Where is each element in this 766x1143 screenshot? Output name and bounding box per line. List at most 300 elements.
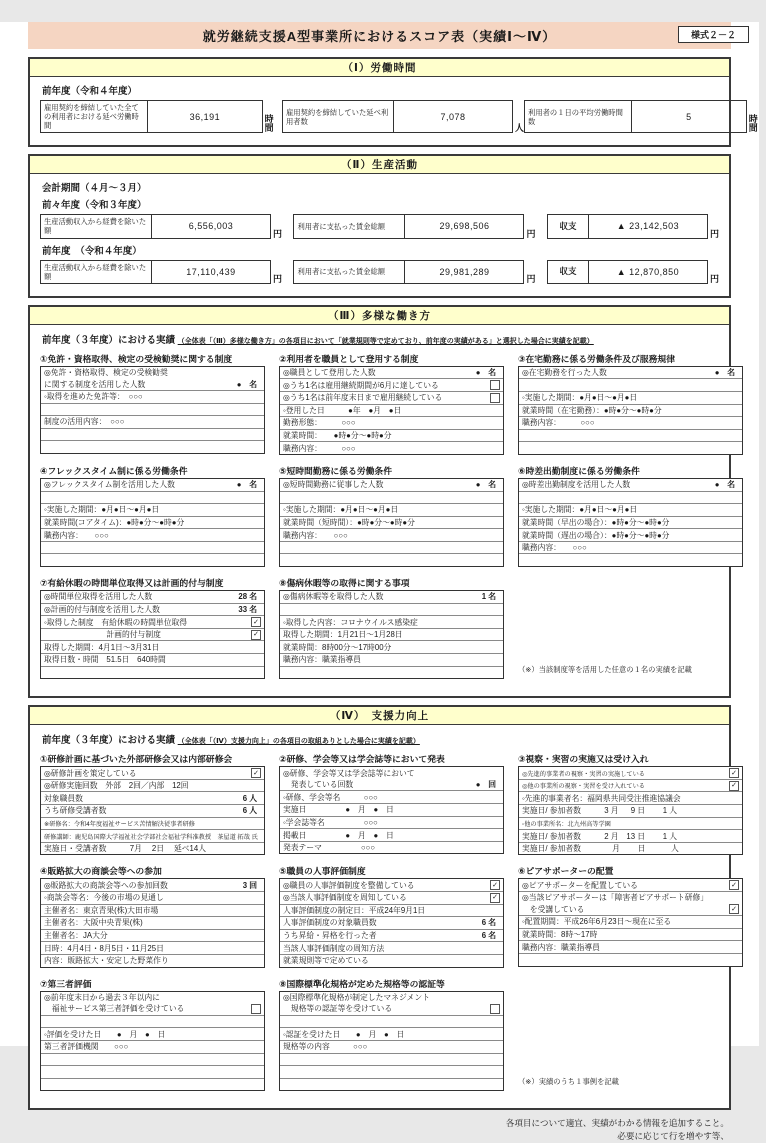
form-box-table <box>518 878 743 966</box>
checkbox[interactable]: ✓ <box>251 768 261 778</box>
field-unit: 円 <box>709 273 719 284</box>
row-text: 実施日・受講者数 7月 2日 延べ14人 <box>44 844 207 854</box>
field-value[interactable]: ▲ 23,142,503 <box>589 214 708 238</box>
form-row <box>41 415 264 428</box>
field-value[interactable]: 7,078 <box>394 100 513 133</box>
form-box-title: ⑦有給休暇の時間単位取得又は計画的付与制度 <box>40 578 224 589</box>
form-row <box>41 1078 264 1091</box>
form-row <box>41 1053 264 1066</box>
form-row <box>280 491 503 504</box>
checkbox[interactable] <box>490 380 500 390</box>
row-value[interactable]: ● 名 <box>475 368 496 378</box>
field-label: 雇用契約を締結していた延べ利用者数 <box>282 100 394 133</box>
field-label: 利用者に支払った賃金総額 <box>293 260 405 284</box>
form-row <box>519 416 742 429</box>
row-text: ◦先進的事業者名：福岡県共同受注推進協議会 <box>522 793 681 803</box>
row-value[interactable]: 28 名 <box>238 592 257 602</box>
section4-intro <box>42 732 719 746</box>
form-row <box>280 553 503 566</box>
section2-period-label: 会計期間（４月～３月） <box>42 183 147 195</box>
row-text: 就業時間：8時～17時 <box>522 930 598 940</box>
row-text: 第三者評価機関 ○○○ <box>44 1042 129 1052</box>
field-value[interactable]: 5 <box>632 100 747 133</box>
row-text: ◎当該ピアサポーターは「障害者ピアサポート研修」 <box>522 893 709 903</box>
form-row <box>280 779 503 791</box>
form-box-table <box>518 766 743 855</box>
row-text: 規格等の認証等を受けている <box>283 1004 393 1014</box>
row-text: 職務内容： ○○○ <box>44 530 109 540</box>
form-row <box>41 1040 264 1053</box>
field-label: 利用者に支払った賃金総額 <box>293 214 405 238</box>
row-text: ◦認証を受けた日 ● 月 ● 日 <box>283 1029 405 1039</box>
form-row <box>519 503 742 516</box>
row-text: 掲載日 ● 月 ● 日 <box>283 830 394 840</box>
form-row <box>519 953 742 966</box>
form-row <box>41 603 264 616</box>
row-text <box>522 431 739 440</box>
form-row <box>41 428 264 441</box>
form-row <box>41 779 264 792</box>
row-text: ◎ピアサポーターを配置している <box>522 880 638 890</box>
form-row <box>41 666 264 679</box>
checkbox[interactable] <box>251 1004 261 1014</box>
form-row <box>519 553 742 566</box>
field-group <box>524 100 766 133</box>
row-text <box>522 493 739 502</box>
form-row <box>280 429 503 442</box>
form-row <box>280 653 503 666</box>
row-text: ◎他の事業所の視察・実習を受け入れている <box>522 783 645 791</box>
form-box-table <box>279 590 504 679</box>
form-box <box>40 752 265 855</box>
field-label: 生産活動収入から経費を除いた額 <box>40 214 152 238</box>
checkbox[interactable]: ✓ <box>729 768 739 778</box>
section4-box-row-3 <box>40 977 719 1092</box>
checkbox[interactable]: ✓ <box>490 893 500 903</box>
checkbox[interactable]: ✓ <box>729 904 739 914</box>
field-unit: 円 <box>273 228 283 239</box>
field-unit: 円 <box>273 273 283 284</box>
row-text: ◎フレックスタイム制を活用した人数 <box>44 480 175 490</box>
row-text: 発表テーマ ○○○ <box>283 843 376 853</box>
form-row <box>280 790 503 803</box>
checkbox[interactable] <box>490 1004 500 1014</box>
form-row <box>280 1027 503 1040</box>
row-value[interactable]: 6 名 <box>481 931 496 941</box>
form-box-title: ⑤職員の人事評価制度 <box>279 866 366 877</box>
form-row <box>41 879 264 891</box>
form-row <box>519 367 742 379</box>
form-code-badge: 様式２－２ <box>678 26 749 43</box>
form-row <box>41 1027 264 1040</box>
row-text <box>44 556 261 565</box>
row-text: 取得した期間：4月1日～3月31日 <box>44 642 160 652</box>
form-row <box>41 516 264 529</box>
row-text: うち研修受講者数 <box>44 806 107 816</box>
section4-intro-note: （全体表「（Ⅳ）支援力向上」の各項目の取組ありとした場合に実績を記載） <box>177 738 420 746</box>
form-box <box>518 464 743 567</box>
row-text <box>44 668 261 677</box>
form-row <box>519 516 742 529</box>
section4-note: （※）実績のうち１事例を記載 <box>518 1077 619 1087</box>
section2-year2-label: 前年度 （令和４年度） <box>42 245 142 257</box>
row-text: うち昇給・昇格を行った者 <box>283 931 377 941</box>
row-text: ◎研修、学会等又は学会誌等において <box>283 768 415 778</box>
section4-header: （Ⅳ） 支援力向上 <box>30 707 729 725</box>
row-text: 職務内容： ○○○ <box>522 418 595 428</box>
form-box <box>40 977 265 1092</box>
form-row <box>41 541 264 554</box>
row-text: ◦他の事業所名：北九州高等学園 <box>522 820 611 828</box>
section1-year-label: 前年度（令和４年度） <box>42 86 138 97</box>
field-value[interactable]: 36,191 <box>148 100 263 133</box>
form-box-table <box>279 991 504 1092</box>
form-row <box>41 992 264 1004</box>
row-text: ◦取得した内容：コロナウイルス感染症 <box>283 617 418 627</box>
row-text: ◎職員として登用した人数 <box>283 368 376 378</box>
form-row <box>280 767 503 779</box>
row-value[interactable]: ● 名 <box>236 480 257 490</box>
row-text: ◦配置期間：平成26年6月23日～現在に至る <box>522 917 672 927</box>
row-text: 人事評価制度の制定日：平成24年9月1日 <box>283 905 426 915</box>
row-text: ◎時差出勤制度を活用した人数 <box>522 480 631 490</box>
form-box-title: ⑧国際標準化規格が定めた規格等の認証等 <box>279 978 445 989</box>
field-group <box>293 214 535 238</box>
form-row <box>519 479 742 491</box>
form-row <box>280 378 503 391</box>
form-row <box>280 479 503 491</box>
section3-header: （Ⅲ）多様な働き方 <box>30 307 729 325</box>
form-box-title: ②利用者を職員として登用する制度 <box>279 353 419 364</box>
section-diverse-work-styles <box>28 305 735 698</box>
form-box-table <box>279 366 504 455</box>
form-row <box>41 479 264 491</box>
row-text <box>283 1080 500 1089</box>
form-row <box>519 441 742 454</box>
form-row <box>280 541 503 554</box>
row-text: ◎国際標準化規格が制定したマネジメント <box>283 992 430 1002</box>
row-text <box>283 668 500 677</box>
form-row <box>41 954 264 967</box>
checkbox[interactable] <box>490 393 500 403</box>
form-row <box>41 842 264 855</box>
form-row <box>41 403 264 416</box>
form-row <box>280 640 503 653</box>
row-text: 制度の活用内容： ○○○ <box>44 417 125 427</box>
row-text <box>44 430 261 439</box>
form-box-title: ⑥ピアサポーターの配置 <box>518 866 614 877</box>
form-row <box>280 528 503 541</box>
row-value[interactable]: ● 名 <box>475 480 496 490</box>
section3-intro-text: 前年度（３年度）における実績 <box>42 334 176 346</box>
row-text: ◦評価を受けた日 ● 月 ● 日 <box>44 1029 166 1039</box>
row-text <box>522 556 739 565</box>
field-unit: 時間 <box>748 114 758 134</box>
row-text <box>283 493 500 502</box>
form-row <box>41 367 264 379</box>
row-text: ◦取得を進めた免許等： ○○○ <box>44 392 143 402</box>
row-text: 規格等の内容 ○○○ <box>283 1042 368 1052</box>
section2-fields-row-1 <box>40 214 719 238</box>
section3-box-row-2 <box>40 464 735 567</box>
row-text <box>283 543 500 552</box>
form-box <box>518 752 743 855</box>
row-value[interactable]: 6 人 <box>242 793 257 803</box>
form-row <box>519 804 742 817</box>
row-value[interactable]: 1 名 <box>481 592 496 602</box>
row-text: 実施日 ● 月 ● 日 <box>283 805 394 815</box>
form-row <box>41 553 264 566</box>
row-text: 職務内容： ○○○ <box>283 530 348 540</box>
field-value[interactable]: 17,110,439 <box>152 260 271 284</box>
row-value[interactable]: ● 名 <box>236 379 257 389</box>
form-row <box>280 591 503 603</box>
row-text: 発表している回数 <box>283 780 354 790</box>
field-value[interactable]: ▲ 12,870,850 <box>589 260 708 284</box>
form-box-title: ⑥時差出勤制度に係る労働条件 <box>518 465 640 476</box>
form-box <box>40 864 265 967</box>
row-text: 就業時間（在宅勤務）：●時●分～●時●分 <box>522 405 662 415</box>
section1-header: （Ⅰ）労働時間 <box>30 59 729 77</box>
row-text: ◎傷病休暇等を取得した人数 <box>283 592 384 602</box>
form-row <box>519 391 742 404</box>
row-text <box>44 1067 261 1076</box>
checkbox[interactable]: ✓ <box>729 880 739 890</box>
row-text: 研修講師：鹿児島国際大学福祉社会学部社会福祉学科准教授 茶屋道 拓哉 氏 <box>44 833 258 841</box>
field-label: 収支 <box>547 260 589 284</box>
field-value[interactable]: 6,556,003 <box>152 214 271 238</box>
form-box-table <box>40 991 265 1092</box>
row-text <box>44 405 261 414</box>
footer-instructions <box>0 1117 729 1143</box>
form-row <box>280 916 503 929</box>
form-row <box>41 916 264 929</box>
form-row <box>41 640 264 653</box>
row-value[interactable]: 3 回 <box>242 880 257 890</box>
row-text: 職務内容： ○○○ <box>522 543 587 553</box>
section2-year1-label: 前々年度（令和３年度） <box>42 200 147 212</box>
row-text <box>283 556 500 565</box>
row-text: ※研修名：令和4年度福祉サービス苦情解決従事者研修 <box>44 820 195 828</box>
form-row <box>41 440 264 453</box>
section-support-improvement <box>28 705 737 1110</box>
page-title: 就労継続支援А型事業所におけるスコア表（実績Ⅰ～Ⅳ） <box>28 22 731 49</box>
form-row <box>41 1003 264 1015</box>
form-row <box>280 603 503 616</box>
row-text: ◎うち1名は雇用継続期間が6月に達している <box>283 380 439 390</box>
form-row <box>280 954 503 967</box>
form-row <box>41 817 264 830</box>
field-unit: 時間 <box>264 114 274 134</box>
form-box-title: ④販路拡大の商談会等への参加 <box>40 866 162 877</box>
row-text <box>44 1017 261 1026</box>
form-row <box>280 1015 503 1028</box>
row-text: ◎当該人事評価制度を周知している <box>283 893 407 903</box>
section3-box-row-1 <box>40 352 735 455</box>
row-text: ◎うち1名は前年度末日まで雇用継続している <box>283 393 443 403</box>
section4-box-row-1 <box>40 752 737 855</box>
section2-header: （Ⅱ）生産活動 <box>30 156 729 174</box>
form-row <box>280 516 503 529</box>
form-box <box>279 977 504 1092</box>
row-text: 就業規則等で定めている <box>283 956 369 966</box>
footer-line-1: 各項目について適宜、実績がわかる情報を追加すること。 <box>505 1118 729 1129</box>
form-box <box>279 864 504 967</box>
form-row <box>519 829 742 842</box>
row-text <box>44 493 261 502</box>
row-text <box>283 1055 500 1064</box>
row-text: 内容：販路拡大・安定した野菜作り <box>44 956 169 966</box>
field-group <box>282 100 524 133</box>
row-text: ◎計画的付与制度を活用した人数 <box>44 604 160 614</box>
form-row <box>280 628 503 641</box>
form-row <box>280 841 503 854</box>
field-label: 生産活動収入から経費を除いた額 <box>40 260 152 284</box>
form-box-table <box>279 478 504 567</box>
form-row <box>280 992 503 1004</box>
row-value[interactable]: ● 名 <box>714 368 735 378</box>
form-row <box>41 904 264 917</box>
row-text: 職務内容： ○○○ <box>283 443 356 453</box>
form-row <box>41 591 264 603</box>
section3-intro-note: （全体表「（Ⅲ）多様な働き方」の各項目において「就業規則等で定めており、前年度の実績がある」と選択した場合に実績を記載） <box>177 337 594 345</box>
form-box-title: ④フレックスタイム制に係る労働条件 <box>40 465 188 476</box>
form-row <box>41 767 264 779</box>
section3-note-col <box>518 665 719 679</box>
form-row <box>41 390 264 403</box>
form-box <box>279 752 504 854</box>
field-group <box>547 260 719 284</box>
row-value[interactable]: 33 名 <box>238 604 257 614</box>
field-group <box>40 214 282 238</box>
row-text <box>522 955 739 964</box>
form-row <box>41 891 264 904</box>
row-value[interactable]: 6 名 <box>481 918 496 928</box>
row-text: を受講している <box>522 904 585 914</box>
row-text: 実施日/ 参加者数 月 日 人 <box>522 844 679 854</box>
section1-fields-row <box>40 100 758 134</box>
row-text: ◎販路拡大の商談会等への参加回数 <box>44 880 168 890</box>
row-text: 取得した期間：1月21日～1月28日 <box>283 630 403 640</box>
checkbox[interactable]: ✓ <box>251 617 261 627</box>
form-row <box>519 928 742 941</box>
form-box-table <box>40 366 265 454</box>
field-value[interactable]: 29,981,289 <box>405 260 524 284</box>
row-text: 実施日/ 参加者数 2 月 13 日 1 人 <box>522 831 678 841</box>
row-text: ◦取得した制度 有給休暇の時間単位取得 <box>44 617 188 627</box>
score-sheet-page <box>0 22 759 1142</box>
form-row <box>41 804 264 817</box>
row-text: ◎研修計画を策定している <box>44 768 137 778</box>
form-row <box>519 940 742 953</box>
row-text: 職務内容：職業指導員 <box>283 655 361 665</box>
row-text: 当該人事評価制度の周知方法 <box>283 943 385 953</box>
form-row <box>519 528 742 541</box>
section4-box-row-2 <box>40 864 737 967</box>
row-text: 主催者名：東京青果(株)大田市場 <box>44 905 159 915</box>
checkbox[interactable]: ✓ <box>490 880 500 890</box>
row-value[interactable]: ● 名 <box>714 480 735 490</box>
form-box-table <box>518 366 743 455</box>
row-text <box>522 444 739 453</box>
form-row <box>41 378 264 390</box>
form-row <box>519 904 742 916</box>
row-text: ◦商談会等名：今後の市場の見通し <box>44 893 164 903</box>
row-text: ◦学会誌等名 ○○○ <box>283 817 378 827</box>
row-text: 就業時間(コアタイム)：●時●分～●時●分 <box>44 518 185 527</box>
field-group <box>293 260 535 284</box>
form-row <box>280 404 503 417</box>
row-text <box>44 1080 261 1089</box>
row-text: ◦実施した期間：●月●日～●月●日 <box>522 393 638 403</box>
row-text: ◎研修実施回数 外部 2回／内部 12回 <box>44 781 189 791</box>
row-value[interactable]: ● 回 <box>475 780 496 790</box>
row-text: 就業時間：8時00分～17時00分 <box>283 642 392 652</box>
form-row <box>280 816 503 829</box>
field-label: 雇用契約を締結していた全ての利用者における延べ労働時間 <box>40 100 148 133</box>
checkbox[interactable]: ✓ <box>729 781 739 791</box>
form-box-table <box>518 478 743 567</box>
row-text: ◎前年度末日から過去３年以内に <box>44 992 160 1002</box>
form-box <box>40 464 265 567</box>
form-box-title: ⑧傷病休暇等の取得に関する事項 <box>279 578 410 589</box>
section-labor-hours <box>28 57 758 147</box>
row-text: ◎在宅勤務を行った人数 <box>522 368 607 378</box>
row-text <box>283 1017 500 1026</box>
field-group <box>547 214 719 238</box>
form-box-title: ⑤短時間勤務に係る労働条件 <box>279 465 393 476</box>
row-value[interactable]: 6 人 <box>242 806 257 816</box>
form-row <box>280 615 503 628</box>
form-row <box>280 367 503 379</box>
form-row <box>41 615 264 628</box>
row-text <box>283 1067 500 1076</box>
form-row <box>280 666 503 679</box>
field-unit: 円 <box>709 228 719 239</box>
checkbox[interactable]: ✓ <box>251 630 261 640</box>
row-text: ◎先進的事業者の視察・実習の実施している <box>522 770 645 778</box>
form-row <box>519 817 742 830</box>
form-row <box>280 416 503 429</box>
row-text: ◦実施した期間：●月●日～●月●日 <box>283 505 399 515</box>
form-row <box>41 1065 264 1078</box>
form-box <box>40 352 265 454</box>
row-text: ◎時間単位取得を活用した人数 <box>44 592 153 602</box>
form-box-table <box>279 766 504 854</box>
field-value[interactable]: 29,698,506 <box>405 214 524 238</box>
form-row <box>280 1053 503 1066</box>
row-text: ◦実施した期間：●月●日～●月●日 <box>522 505 638 515</box>
form-row <box>519 842 742 855</box>
form-box-title: ②研修、学会等又は学会誌等において発表 <box>279 754 445 765</box>
form-row <box>519 404 742 417</box>
field-unit: 円 <box>526 228 536 239</box>
form-row <box>280 929 503 942</box>
form-row <box>41 503 264 516</box>
form-row <box>41 941 264 954</box>
form-row <box>41 653 264 666</box>
form-row <box>280 904 503 917</box>
field-label: 利用者の１日の平均労働時間数 <box>524 100 632 133</box>
form-row <box>280 941 503 954</box>
form-row <box>41 491 264 504</box>
footer-line-2: 必要に応じて行を増やす等、 <box>617 1131 729 1142</box>
section2-fields-row-2 <box>40 260 719 284</box>
form-box <box>279 464 504 567</box>
section3-intro <box>42 332 719 346</box>
form-row <box>519 891 742 904</box>
form-row <box>519 429 742 442</box>
